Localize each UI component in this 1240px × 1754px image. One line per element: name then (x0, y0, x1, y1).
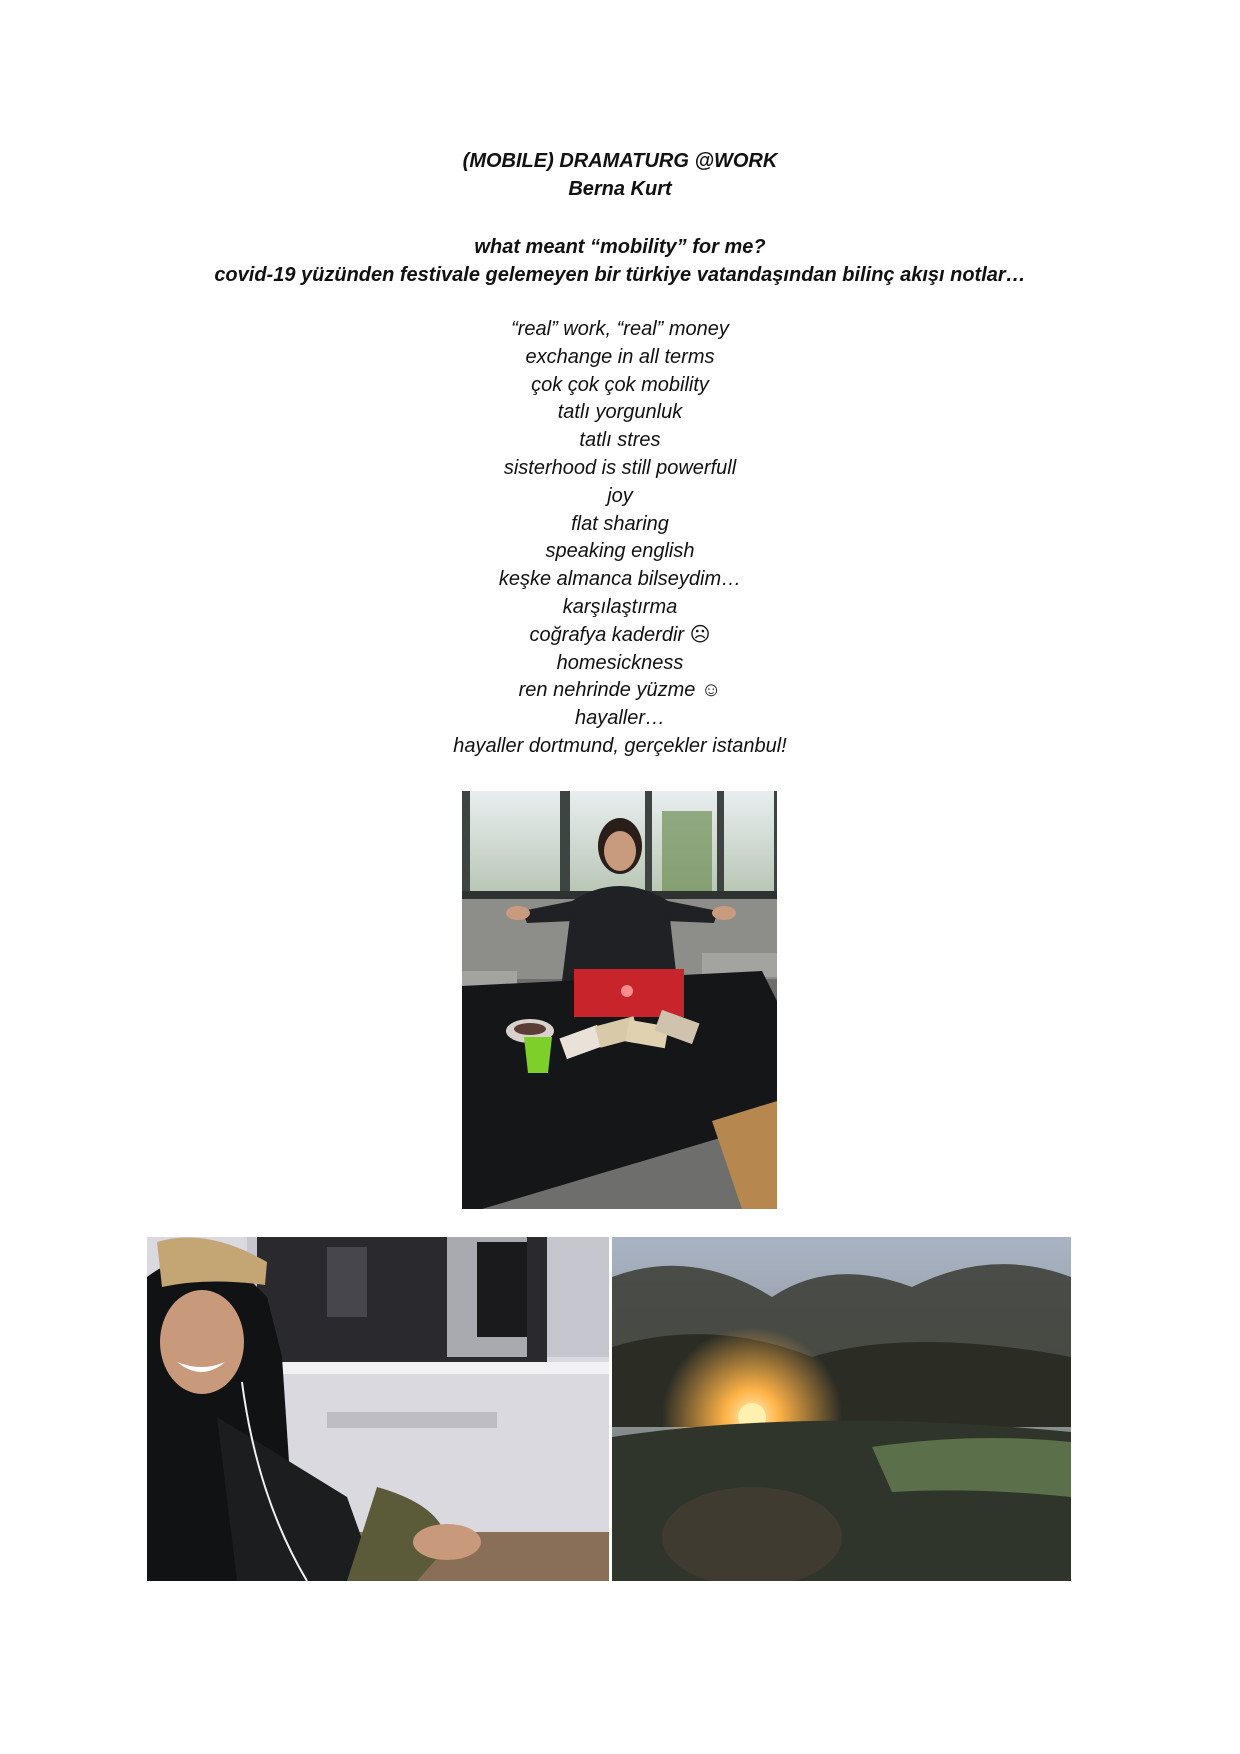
photo-sunset-illustration (612, 1237, 1071, 1581)
poem-line: sisterhood is still powerfull (503, 456, 737, 479)
poem-line: coğrafya kaderdir ☹ (529, 623, 711, 646)
photo-sunset (612, 1237, 1071, 1581)
green-cup (524, 1037, 552, 1073)
poem-line: speaking english (545, 540, 695, 563)
poem-line: ren nehrinde yüzme ☺ (518, 679, 722, 702)
poem-line: karşılaştırma (562, 595, 678, 618)
intro-question: what meant “mobility” for me? (474, 236, 766, 258)
poem-line: hayaller… (574, 707, 666, 730)
poem-line: “real” work, “real” money (511, 318, 729, 340)
photo-train-illustration (147, 1237, 609, 1581)
poem-line: homesickness (556, 651, 684, 674)
poem (0, 316, 1240, 761)
poem-line: hayaller dortmund, gerçekler istanbul! (453, 734, 787, 757)
intro (0, 233, 1240, 289)
poem-line: çok çok çok mobility (531, 373, 709, 396)
poem-line: keşke almanca bilseydim… (498, 568, 742, 591)
intro-subtitle: covid-19 yüzünden festivale gelemeyen bir türkiye vatandaşından bilinç akışı notlar… (214, 264, 1026, 286)
page-title: (MOBILE) DRAMATURG @WORK (462, 150, 778, 172)
poem-line: flat sharing (571, 512, 669, 535)
photo-desk-illustration (462, 791, 777, 1209)
author-name: Berna Kurt (568, 178, 672, 200)
poem-line: exchange in all terms (525, 345, 715, 368)
poem-line: tatlı yorgunluk (557, 401, 683, 424)
header (0, 147, 1240, 203)
poem-line: tatlı stres (579, 429, 661, 452)
photo-train-selfie (147, 1237, 609, 1581)
poem-line: joy (607, 484, 633, 507)
photo-desk (462, 791, 777, 1209)
